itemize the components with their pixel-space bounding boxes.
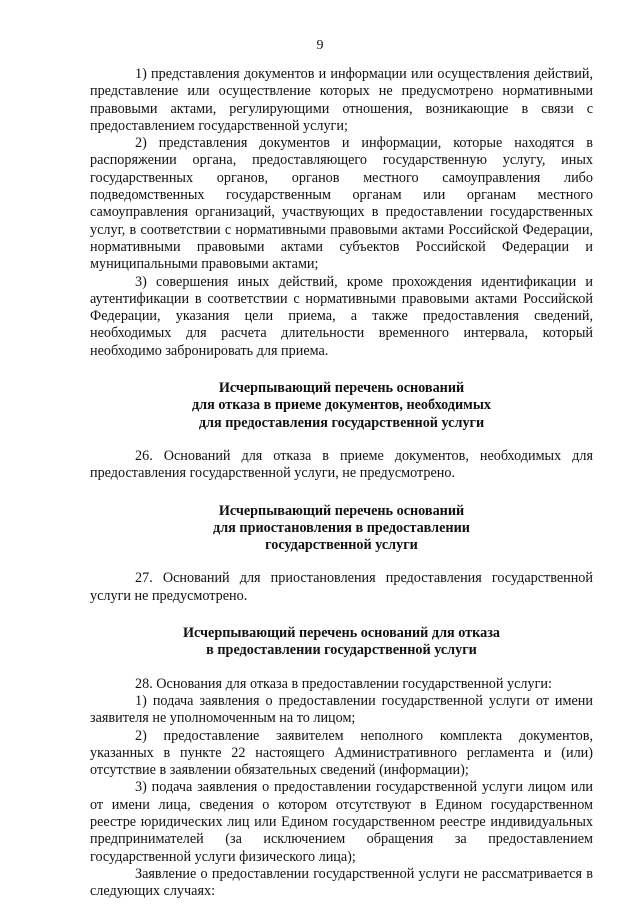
heading-line: для приостановления в предоставлении (213, 519, 470, 536)
section-heading-refusal-acceptance (90, 380, 593, 432)
paragraph-item-2: 2) представления документов и информации, которые находятся в распоряжении органа, предоставляющего государственную услугу, иных государственных органов, органов местного самоуправления либо подведомственных государственным органам или органам местного самоуправления организаций, участвующих в предоставлении государственных услуг, в соответствии с нормативными правовыми актами Российской Федерации, нормативными правовыми актами субъектов Российской Федерации и муниципальными правовыми актами; (90, 135, 593, 273)
paragraph-28-item-2: 2) предоставление заявителем неполного комплекта документов, указанных в пункте 22 настоящего Административного регламента и (или) отсутствие в заявлении обязательных сведений (информации); (90, 727, 593, 779)
heading-line: Исчерпывающий перечень оснований для отказа (182, 625, 500, 642)
section-heading-refusal-provision (90, 625, 593, 660)
page-number: 9 (316, 38, 324, 53)
heading-line: для отказа в приеме документов, необходимых (192, 397, 491, 414)
heading-line: в предоставлении государственной услуги (206, 642, 477, 659)
heading-line: Исчерпывающий перечень оснований (218, 380, 465, 397)
paragraph-27: 27. Оснований для приостановления предоставления государственной услуги не предусмотрено. (90, 570, 593, 604)
heading-line: Исчерпывающий перечень оснований (218, 502, 465, 519)
paragraph-not-considered: Заявление о предоставлении государственной услуги не рассматривается в следующих случаях: (90, 865, 593, 900)
section-heading-suspension (90, 503, 593, 555)
paragraph-item-3: 3) совершения иных действий, кроме прохождения идентификации и аутентификации в соответствии с нормативными правовыми актами Российской Федерации, указания цели приема, а также предоставления сведений, необходимых для расчета длительности временного интервала, который необходимо забронировать для приема. (90, 273, 593, 359)
paragraph-28-item-1: 1) подача заявления о предоставлении государственной услуги от имени заявителя не уполномоченным на то лицом; (90, 692, 593, 727)
paragraph-28: 28. Основания для отказа в предоставлении государственной услуги: (135, 675, 552, 692)
heading-line: для предоставления государственной услуги (198, 414, 485, 431)
paragraph-item-1: 1) представления документов и информации или осуществления действий, представление или осуществление которых не предусмотрено нормативными правовыми актами, регулирующими отношения, возникающие в связи с предоставлением государственной услуги; (90, 66, 593, 134)
paragraph-26: 26. Оснований для отказа в приеме документов, необходимых для предоставления государственной услуги, не предусмотрено. (90, 447, 593, 482)
paragraph-28-item-3: 3) подача заявления о предоставлении государственной услуги лицом или от имени лица, сведения о котором отсутствуют в Едином государственном реестре юридических лиц или Едином государственном реестре индивидуальных предпринимателей (за исключением обращения за предоставлением государственной услуги физического лица); (90, 779, 593, 865)
document-body (90, 66, 593, 900)
heading-line: государственной услуги (265, 537, 418, 554)
